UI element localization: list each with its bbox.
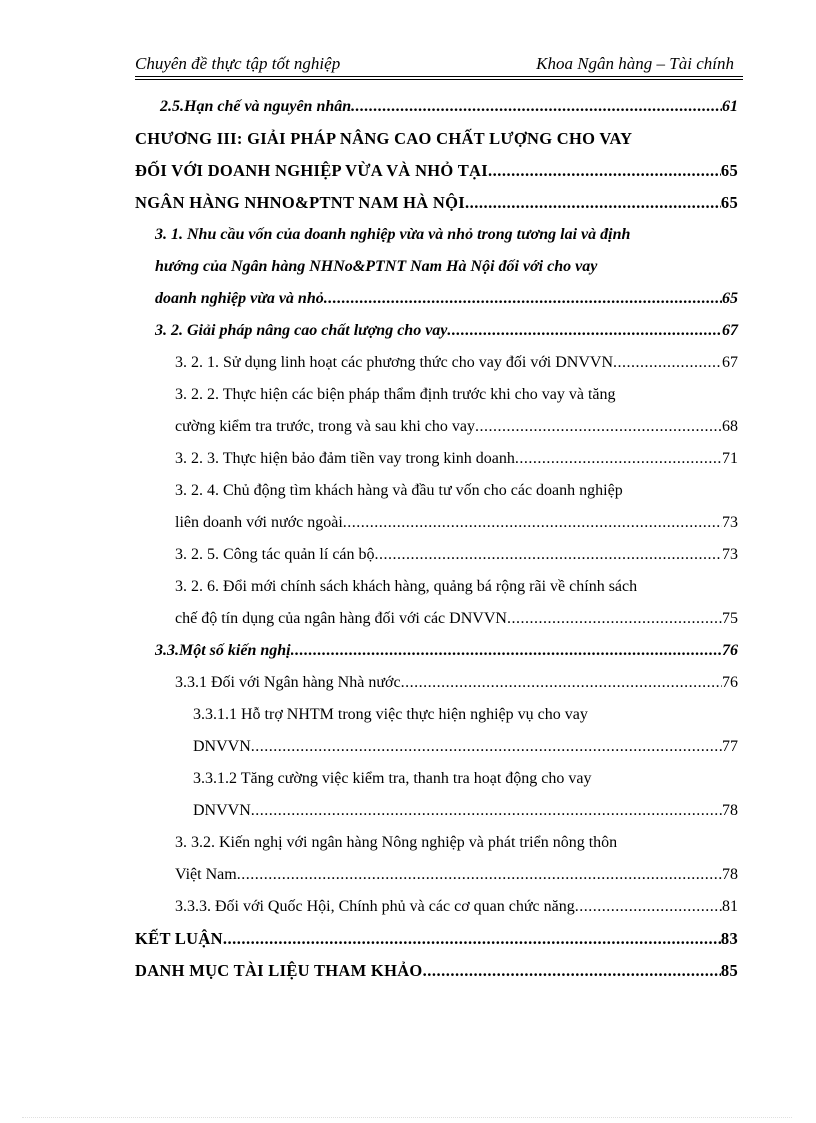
page-number: 78 bbox=[722, 802, 738, 819]
header-right-title: Khoa Ngân hàng – Tài chính bbox=[536, 54, 734, 73]
page-header bbox=[135, 52, 743, 77]
toc-entry-3-1-line1[interactable]: 3. 1. Nhu cầu vốn của doanh nghiệp vừa và nhỏ trong tương lai và định bbox=[155, 226, 631, 243]
dot-leader bbox=[613, 349, 722, 377]
page-number: 78 bbox=[722, 866, 738, 883]
page-number: 76 bbox=[722, 642, 738, 659]
dot-leader bbox=[324, 285, 722, 313]
toc-entry-3-2[interactable]: 3. 2. Giải pháp nâng cao chất lượng cho vay ..... 67 bbox=[155, 317, 738, 345]
page-number: 68 bbox=[722, 418, 738, 435]
toc-chapter-3-bank[interactable]: NGÂN HÀNG NHNO&PTNT NAM HÀ NỘI ..... 65 bbox=[135, 189, 738, 217]
toc-entry-3-3-1-1-line1[interactable]: 3.3.1.1 Hỗ trợ NHTM trong việc thực hiện nghiệp vụ cho vay bbox=[193, 706, 588, 723]
dot-leader bbox=[423, 957, 721, 985]
toc-entry-3-3-3[interactable]: 3.3.3. Đối với Quốc Hội, Chính phủ và các cơ quan chức năng ..... 81 bbox=[175, 893, 738, 921]
toc-entry-3-2-4-line2[interactable]: liên doanh với nước ngoài ..... 73 bbox=[175, 509, 738, 537]
page-number: 61 bbox=[722, 98, 738, 115]
toc-entry-3-1-line2[interactable]: hướng của Ngân hàng NHNo&PTNT Nam Hà Nội đối với cho vay bbox=[155, 258, 598, 275]
page-number: 65 bbox=[720, 193, 738, 212]
dot-leader bbox=[251, 733, 722, 761]
dot-leader bbox=[343, 509, 722, 537]
page-number: 83 bbox=[720, 929, 738, 948]
toc-entry-3-3-2-line2[interactable]: Việt Nam ..... 78 bbox=[175, 861, 738, 889]
page-number: 81 bbox=[722, 898, 738, 915]
dot-leader bbox=[475, 413, 722, 441]
toc-entry-3-2-2-line2[interactable]: cường kiểm tra trước, trong và sau khi cho vay ..... 68 bbox=[175, 413, 738, 441]
dot-leader bbox=[351, 93, 722, 121]
page-number: 65 bbox=[722, 290, 738, 307]
toc-chapter-3-line1[interactable]: CHƯƠNG III: GIẢI PHÁP NÂNG CAO CHẤT LƯỢNG CHO VAY bbox=[135, 129, 633, 148]
toc-entry-3-2-6-line2[interactable]: chế độ tín dụng của ngân hàng đối với các DNVVN ..... 75 bbox=[175, 605, 738, 633]
page-number: 85 bbox=[720, 961, 738, 980]
toc-entry-3-3-1-2-line2[interactable]: DNVVN ..... 78 bbox=[193, 797, 738, 825]
dot-leader bbox=[375, 541, 722, 569]
dot-leader bbox=[515, 445, 722, 473]
toc-entry-3-2-6-line1[interactable]: 3. 2. 6. Đổi mới chính sách khách hàng, quảng bá rộng rãi về chính sách bbox=[175, 578, 638, 595]
toc-entry-3-1-line3[interactable]: doanh nghiệp vừa và nhỏ ..... 65 bbox=[155, 285, 738, 313]
page-bottom-divider bbox=[22, 1117, 792, 1118]
dot-leader bbox=[488, 157, 721, 185]
dot-leader bbox=[291, 637, 722, 665]
page-number: 67 bbox=[722, 354, 738, 371]
toc-entry-3-2-2-line1[interactable]: 3. 2. 2. Thực hiện các biện pháp thẩm định trước khi cho vay và tăng bbox=[175, 386, 616, 403]
toc-entry-3-3-1-2-line1[interactable]: 3.3.1.2 Tăng cường việc kiểm tra, thanh tra hoạt động cho vay bbox=[193, 770, 592, 787]
page-number: 71 bbox=[722, 450, 738, 467]
header-left-title: Chuyên đề thực tập tốt nghiệp bbox=[135, 54, 341, 73]
dot-leader bbox=[447, 317, 722, 345]
page-number: 67 bbox=[722, 322, 738, 339]
toc-conclusion[interactable]: KẾT LUẬN ..... 83 bbox=[135, 925, 738, 953]
page-number: 77 bbox=[722, 738, 738, 755]
toc-entry-2-5[interactable]: 2.5.Hạn chế và nguyên nhân ..... 61 bbox=[160, 93, 738, 121]
toc-entry-3-3[interactable]: 3.3.Một số kiến nghị ..... 76 bbox=[155, 637, 738, 665]
dot-leader bbox=[251, 797, 722, 825]
toc-entry-3-2-1[interactable]: 3. 2. 1. Sử dụng linh hoạt các phương thức cho vay đối với DNVVN ..... 67 bbox=[175, 349, 738, 377]
page-number: 65 bbox=[720, 161, 738, 180]
page-number: 75 bbox=[722, 610, 738, 627]
toc-entry-3-2-3[interactable]: 3. 2. 3. Thực hiện bảo đảm tiền vay trong kinh doanh ..... 71 bbox=[175, 445, 738, 473]
page-number: 76 bbox=[722, 674, 738, 691]
header-divider bbox=[135, 79, 743, 80]
toc-entry-3-2-5[interactable]: 3. 2. 5. Công tác quản lí cán bộ ..... 73 bbox=[175, 541, 738, 569]
toc-entry-3-3-1-1-line2[interactable]: DNVVN ..... 77 bbox=[193, 733, 738, 761]
dot-leader bbox=[507, 605, 722, 633]
dot-leader bbox=[237, 861, 722, 889]
dot-leader bbox=[401, 669, 722, 697]
dot-leader bbox=[465, 189, 721, 217]
dot-leader bbox=[575, 893, 722, 921]
toc-references[interactable]: DANH MỤC TÀI LIỆU THAM KHẢO ..... 85 bbox=[135, 957, 738, 985]
toc-entry-3-3-1[interactable]: 3.3.1 Đối với Ngân hàng Nhà nước ..... 76 bbox=[175, 669, 738, 697]
toc-entry-3-3-2-line1[interactable]: 3. 3.2. Kiến nghị với ngân hàng Nông nghiệp và phát triển nông thôn bbox=[175, 834, 618, 851]
page-number: 73 bbox=[722, 514, 738, 531]
dot-leader bbox=[223, 925, 721, 953]
toc-entry-3-2-4-line1[interactable]: 3. 2. 4. Chủ động tìm khách hàng và đầu tư vốn cho các doanh nghiệp bbox=[175, 482, 623, 499]
toc-chapter-3-line2[interactable]: ĐỐI VỚI DOANH NGHIỆP VỪA VÀ NHỎ TẠI ..... 65 bbox=[135, 157, 738, 185]
page-number: 73 bbox=[722, 546, 738, 563]
